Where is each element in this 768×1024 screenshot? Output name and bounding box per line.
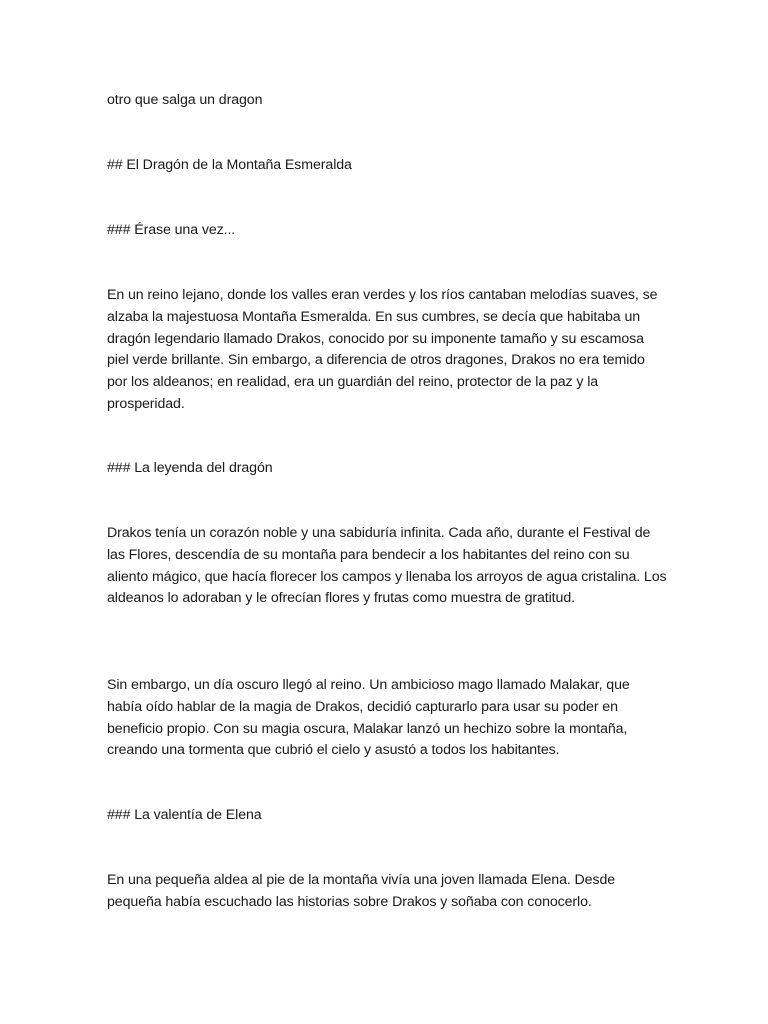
paragraph-malakar: Sin embargo, un día oscuro llegó al reino. Un ambicioso mago llamado Malakar, que había oído hablar de la magia de Drakos, decidió capturarlo para usar su poder en beneficio propio. Con su magia oscura, Malakar lanzó un hechizo sobre la montaña, creando una tormenta que cubrió el cielo y asustó a todos los habitantes. <box>107 677 630 759</box>
section-heading-erase: ### Érase una vez... <box>107 222 236 238</box>
story-title: ## El Dragón de la Montaña Esmeralda <box>107 157 352 173</box>
prompt-line: otro que salga un dragon <box>107 92 263 108</box>
section-heading-elena: ### La valentía de Elena <box>107 807 262 823</box>
paragraph-elena: En una pequeña aldea al pie de la montaña vivía una joven llamada Elena. Desde pequeña había escuchado las historias sobre Drakos y soñaba con conocerlo. <box>107 872 616 910</box>
paragraph-leyenda: Drakos tenía un corazón noble y una sabiduría infinita. Cada año, durante el Festival de las Flores, descendía de su montaña para bendecir a los habitantes del reino con su aliento mágico, que hacía florecer los campos y llenaba los arroyos de agua cristalina. Los aldeanos lo adoraban y le ofrecían flores y frutas como muestra de gratitud. <box>107 525 667 607</box>
paragraph-intro: En un reino lejano, donde los valles eran verdes y los ríos cantaban melodías suaves, se alzaba la majestuosa Montaña Esmeralda. En sus cumbres, se decía que habitaba un dragón legendario llamado Drakos, conocido por su imponente tamaño y su escamosa piel verde brillante. Sin embargo, a diferencia de otros dragones, Drakos no era temido por los aldeanos; en realidad, era un guardián del reino, protector de la paz y la prosperidad. <box>107 287 658 412</box>
section-heading-leyenda: ### La leyenda del dragón <box>107 460 273 476</box>
